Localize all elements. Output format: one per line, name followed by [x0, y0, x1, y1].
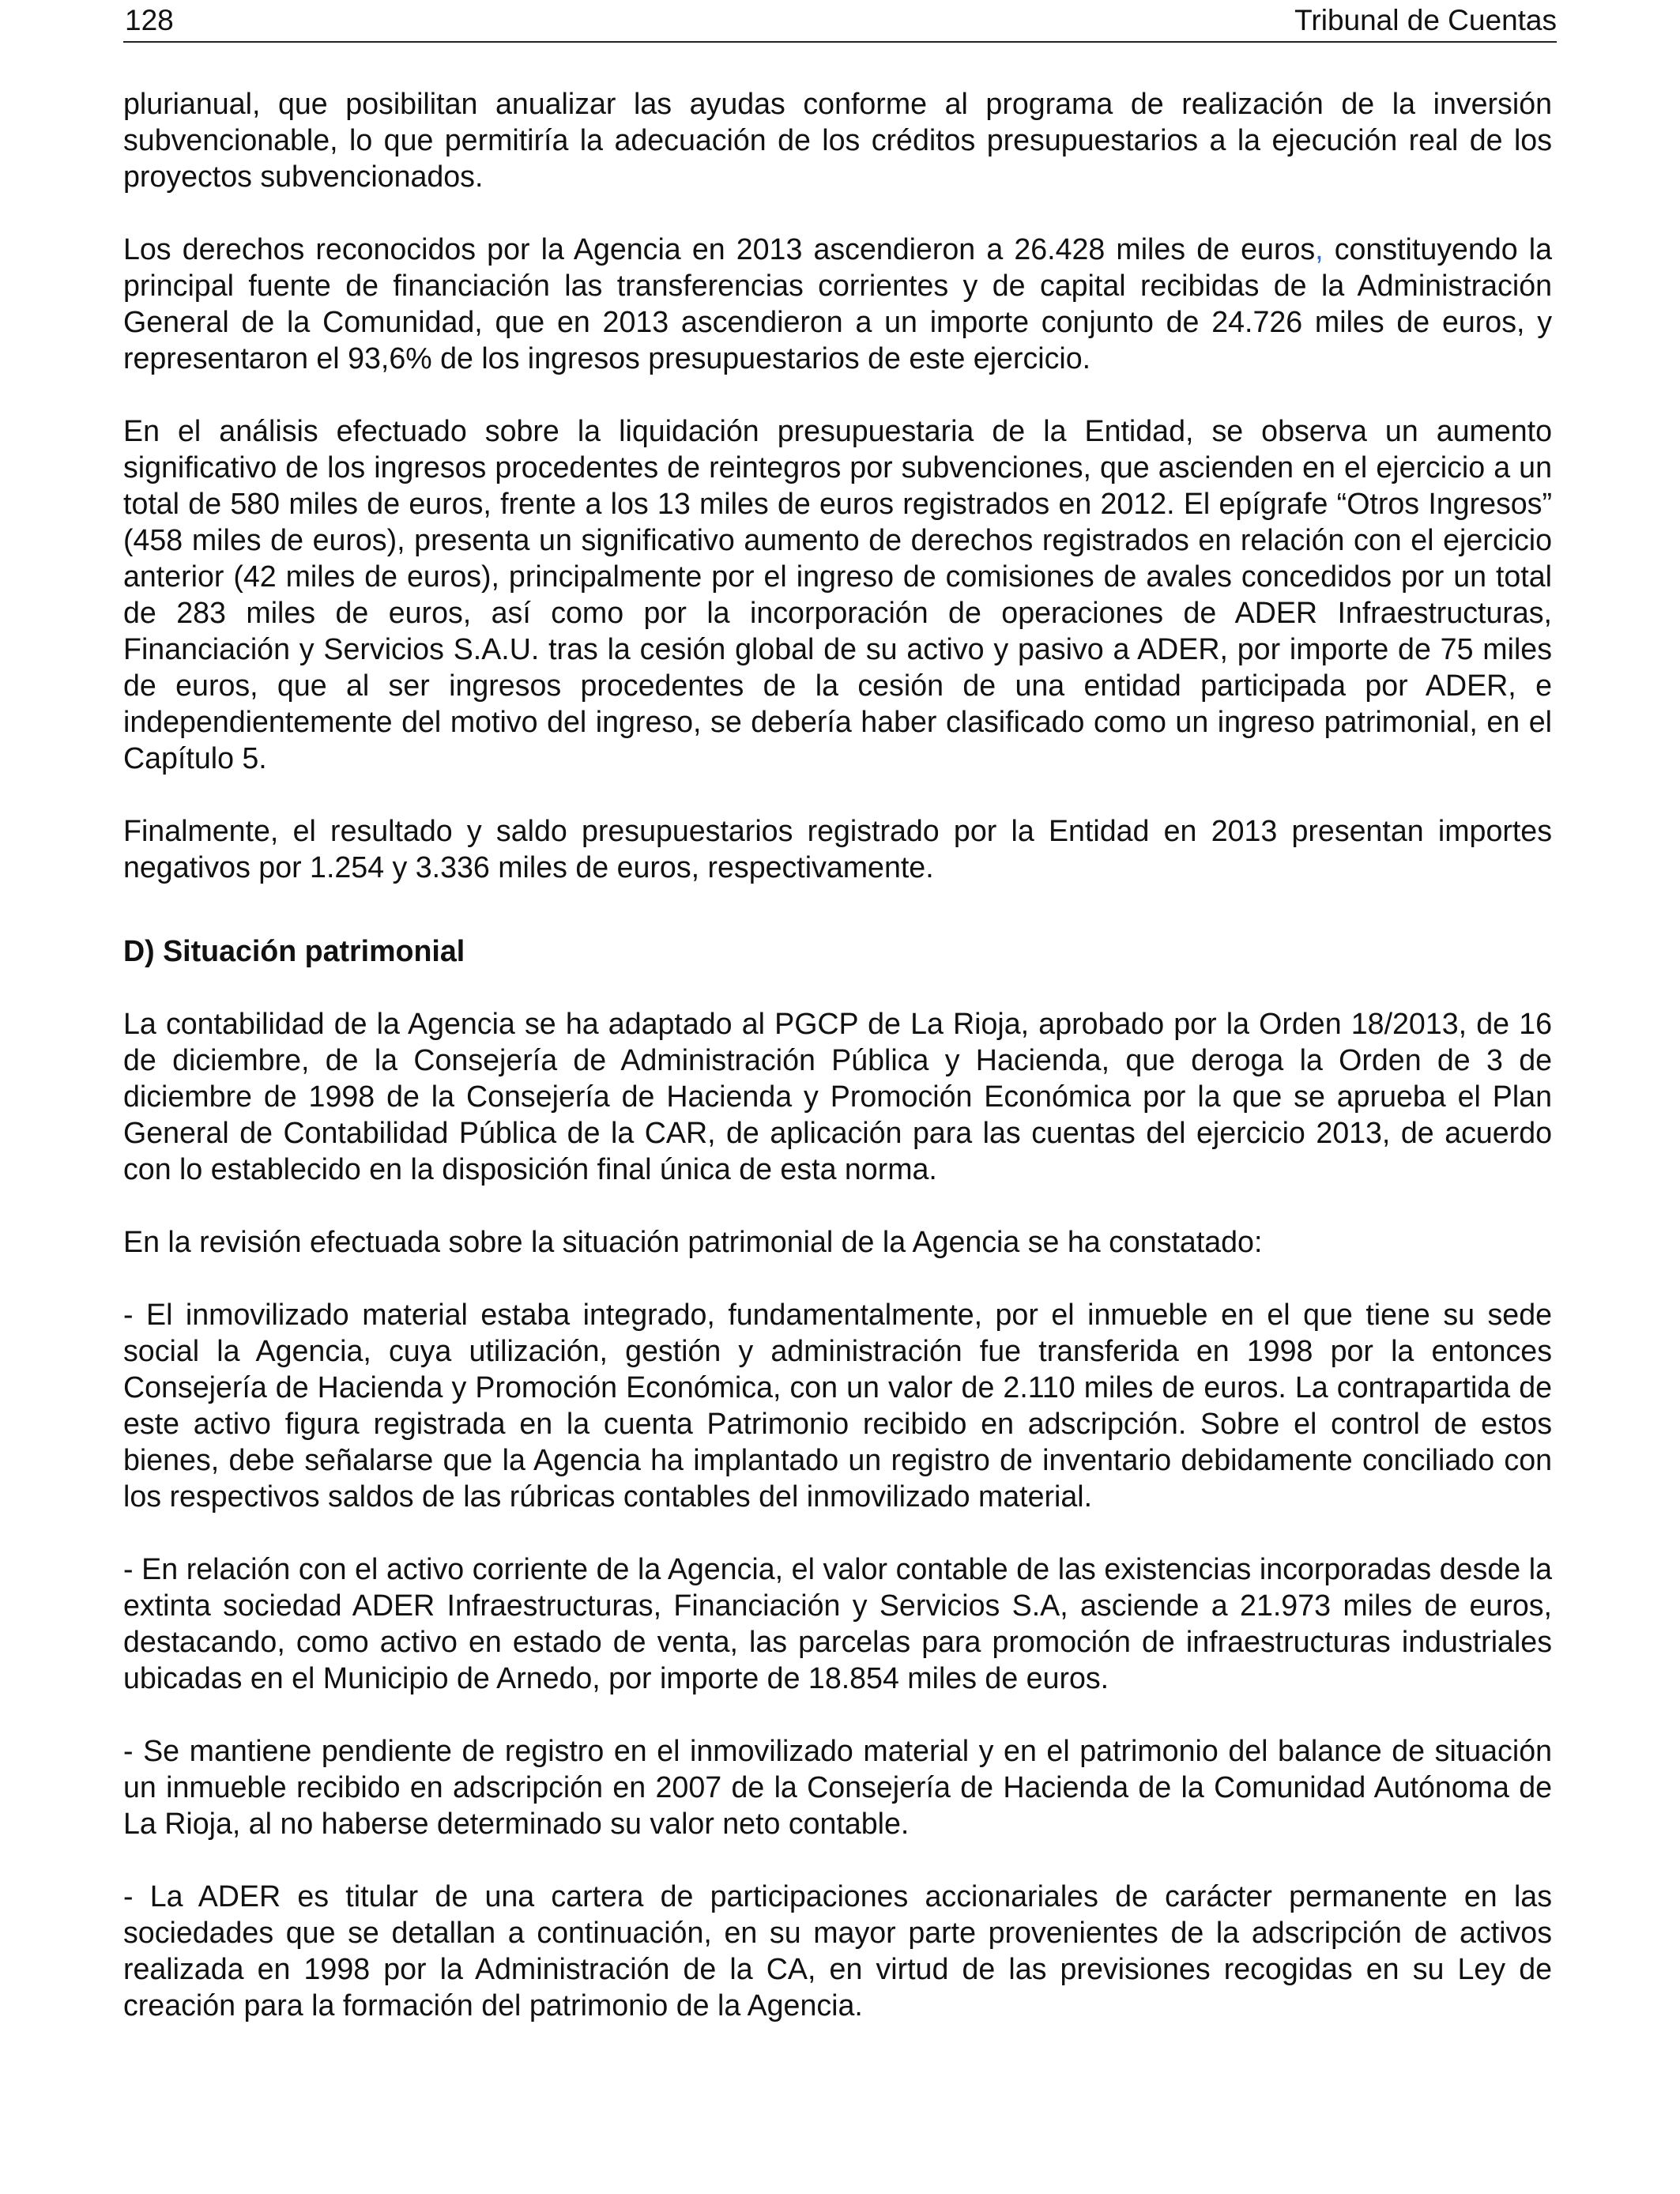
paragraph-2-comma: ,: [1315, 232, 1324, 266]
paragraph-3: En el análisis efectuado sobre la liquidación presupuestaria de la Entidad, se observa un aumento significativo de los ingresos procedentes de reintegros por subvenciones, que ascienden en el ejercicio a un total de 580 miles de euros, frente a los 13 miles de euros registrados en 2012. El epígrafe “Otros Ingresos” (458 miles de euros), presenta un significativo aumento de derechos registrados en relación con el ejercicio anterior (42 miles de euros), principalmente por el ingreso de comisiones de avales concedidos por un total de 283 miles de euros, así como por la incorporación de operaciones de ADER Infraestructuras, Financiación y Servicios S.A.U. tras la cesión global de su activo y pasivo a ADER, por importe de 75 miles de euros, que al ser ingresos procedentes de la cesión de una entidad participada por ADER, e independientemente del motivo del ingreso, se debería haber clasificado como un ingreso patrimonial, en el Capítulo 5.: [123, 414, 1552, 775]
bullet-paragraph-3: - Se mantiene pendiente de registro en el inmovilizado material y en el patrimonio del balance de situación un inmueble recibido en adscripción en 2007 de la Consejería de Hacienda de la Comunidad Autónoma de La Rioja, al no haberse determinado su valor neto contable.: [123, 1734, 1552, 1840]
paragraph-2: [123, 231, 1552, 376]
paragraph-5: La contabilidad de la Agencia se ha adaptado al PGCP de La Rioja, aprobado por la Orden 18/2013, de 16 de diciembre, de la Consejería de Administración Pública y Hacienda, que deroga la Orden de 3 de diciembre de 1998 de la Consejería de Hacienda y Promoción Económica por la que se aprueba el Plan General de Contabilidad Pública de la CAR, de aplicación para las cuentas del ejercicio 2013, de acuerdo con lo establecido en la disposición final única de esta norma.: [123, 1007, 1552, 1186]
bullet-paragraph-2: - En relación con el activo corriente de la Agencia, el valor contable de las existencias incorporadas desde la extinta sociedad ADER Infraestructuras, Financiación y Servicios S.A, asciende a 21.973 miles de euros, destacando, como activo en estado de venta, las parcelas para promoción de infraestructuras industriales ubicadas en el Municipio de Arnedo, por importe de 18.854 miles de euros.: [123, 1552, 1552, 1695]
running-title: Tribunal de Cuentas: [1294, 4, 1557, 36]
paragraph-4: Finalmente, el resultado y saldo presupuestarios registrado por la Entidad en 2013 presentan importes negativos por 1.254 y 3.336 miles de euros, respectivamente.: [123, 814, 1552, 884]
bullet-paragraph-1: - El inmovilizado material estaba integrado, fundamentalmente, por el inmueble en el que tiene su sede social la Agencia, cuya utilización, gestión y administración fue transferida en 1998 por la entonces Consejería de Hacienda y Promoción Económica, con un valor de 2.110 miles de euros. La contrapartida de este activo figura registrada en la cuenta Patrimonio recibido en adscripción. Sobre el control de estos bienes, debe señalarse que la Agencia ha implantado un registro de inventario debidamente conciliado con los respectivos saldos de las rúbricas contables del inmovilizado material.: [123, 1298, 1552, 1513]
page-number: 128: [125, 4, 174, 36]
bullet-paragraph-4: - La ADER es titular de una cartera de participaciones accionariales de carácter permanente en las sociedades que se detallan a continuación, en su mayor parte provenientes de la adscripción de activos realizada en 1998 por la Administración de la CA, en virtud de las previsiones recogidas en su Ley de creación para la formación del patrimonio de la Agencia.: [123, 1879, 1552, 2022]
paragraph-1: plurianual, que posibilitan anualizar las ayudas conforme al programa de realización de la inversión subvencionable, lo que permitiría la adecuación de los créditos presupuestarios a la ejecución real de los proyectos subvencionados.: [123, 87, 1552, 193]
page-header: [123, 0, 1557, 43]
paragraph-6: En la revisión efectuada sobre la situación patrimonial de la Agencia se ha constatado:: [123, 1225, 1263, 1258]
document-body: [123, 85, 1552, 2060]
section-heading-d: D) Situación patrimonial: [123, 934, 465, 967]
paragraph-2-main: Los derechos reconocidos por la Agencia en 2013 ascendieron a 26.428 miles de euros: [123, 232, 1316, 266]
paragraph-2-rest: constituyendo la principal fuente de financiación las transferencias corrientes y de capital recibidas de la Administración General de la Comunidad, que en 2013 ascendieron a un importe conjunto de 24.726 miles de euros, y representaron el 93,6% de los ingresos presupuestarios de este ejercicio.: [123, 232, 1552, 375]
